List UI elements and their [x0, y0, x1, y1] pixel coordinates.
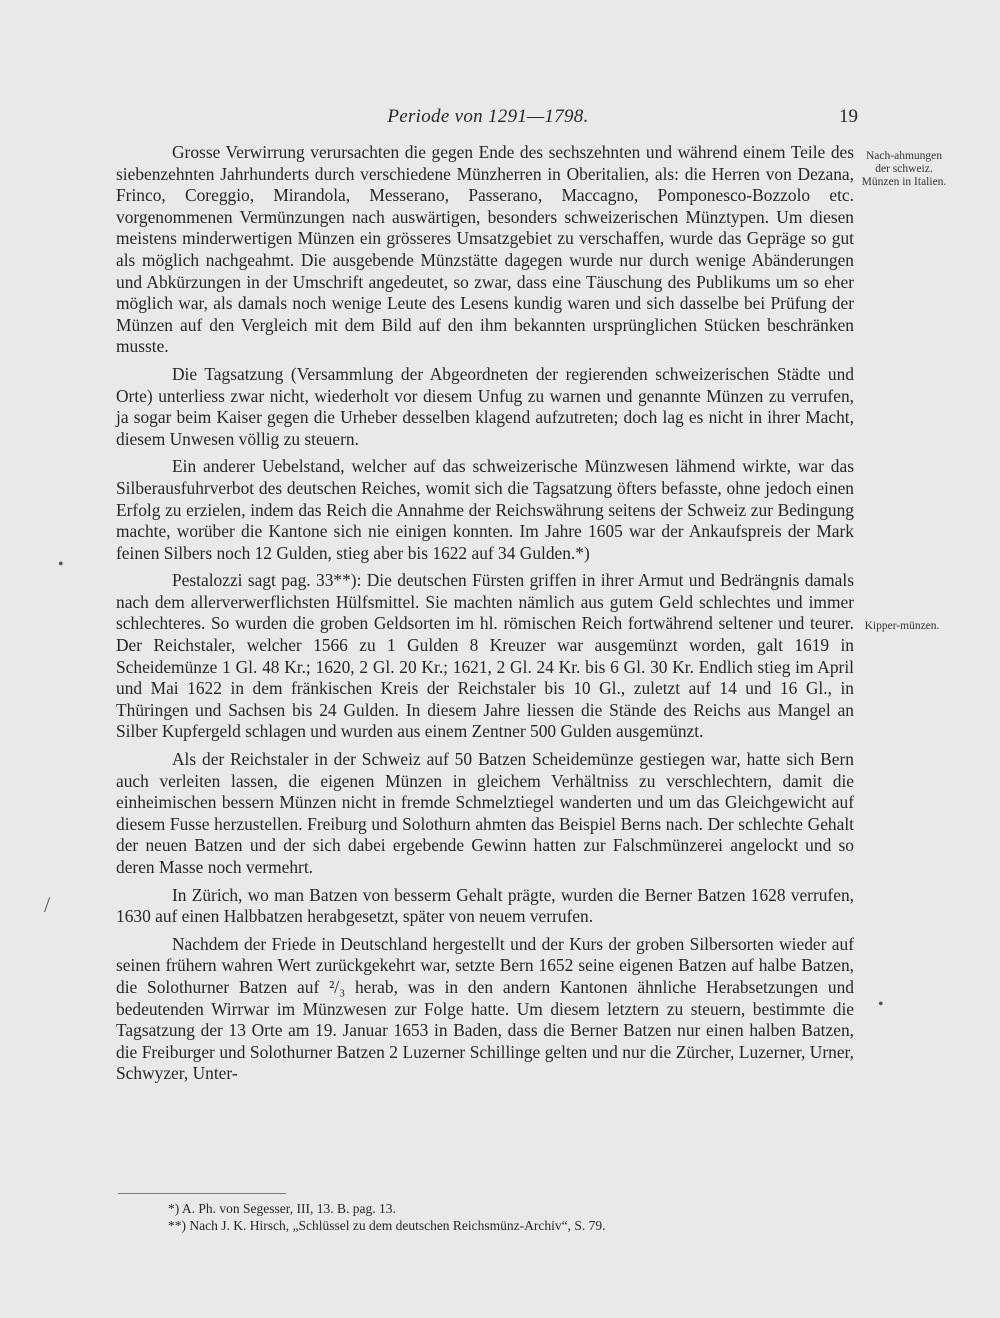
footnote-2: **) Nach J. K. Hirsch, „Schlüssel zu dem deutschen Reichsmünz-Archiv“, S. 79. — [168, 1218, 606, 1233]
paragraph-3: Ein anderer Uebelstand, welcher auf das schweizerische Münzwesen lähmend wirkte, war das Silberausfuhrverbot des deutschen Reiches, womit sich die Tagsatzung öfters befasste, ohne jedoch einen Erfolg zu erzielen, indem das Reich die Annahme der Reichswährung seitens der Schweiz zur Bedingung machte, worüber die Kantone sich nie einigen konnten. Im Jahre 1605 war der Ankaufspreis der Mark feinen Silbers noch 12 Gulden, stieg aber bis 1622 auf 34 Gulden.*) — [116, 456, 854, 563]
paragraph-4: Pestalozzi sagt pag. 33**): Die deutschen Fürsten griffen in ihrer Armut und Bedrängnis damals nach dem allerverwerflichsten Hülfsmittel. Sie machten nämlich aus gutem Geld schlechtes und immer schlechteres. So wurden die groben Geldsorten im hl. römischen Reich fortwährend seltener und teurer. Der Reichstaler, welcher 1566 zu 1 Gulden 8 Kreuzer war ausgemünzt worden, galt 1619 in Scheidemünze 1 Gl. 48 Kr.; 1620, 2 Gl. 20 Kr.; 1621, 2 Gl. 24 Kr. bis 6 Gl. 30 Kr. Endlich stieg im April und Mai 1622 in dem fränkischen Kreis der Reichstaler bis 10 Gl., zuletzt auf 14 und 16 Gl., in Thüringen und Sachsen bis 24 Gulden. In diesem Jahre liessen die Stände des Reichs aus Mangel an Silber Kupfergeld schlagen und wurden aus einem Zentner 500 Gulden ausgemünzt. — [116, 570, 854, 742]
margin-dot-mark: • — [58, 556, 64, 573]
footnote-rule — [118, 1193, 286, 1194]
paragraph-1: Grosse Verwirrung verursachten die gegen Ende des sechszehnten und während einem Teile des siebenzehnten Jahrhunderts durch verschiedene Münzherren in Oberitalien, als: die Herren von Dezana, Frinco, Coreggio, Mirandola, Messerano, Passerano, Maccagno, Pomponesco-Bozzolo etc. vorgenommenen Vermünzungen nach auswärtigen, besonders schweizerischen Münztypen. Um diesen meistens minderwertigen Münzen ein grösseres Umsatzgebiet zu verschaffen, wurde das Gepräge so gut als möglich nachgeahmt. Die ausgebende Münzstätte dagegen wurde nur durch wenige Abänderungen und Abkürzungen in der Umschrift angedeutet, so zwar, dass eine Täuschung des Publikums um so eher möglich war, als damals noch wenige Leute des Lesens kundig waren und sich dasselbe bei Prüfung der Münzen auf den Vergleich mit dem Bild auf den ihm bekannten ursprünglichen Stücken beschränken musste. — [116, 142, 854, 357]
paragraph-2: Die Tagsatzung (Versammlung der Abgeordneten der regierenden schweizerischen Städte und Orte) unterliess zwar nicht, wiederholt vor diesem Unfug zu warnen und genannte Münzen zu verrufen, ja sogar beim Kaiser gegen die Urheber desselben klagend aufzutreten; doch lag es nicht in ihrer Macht, diesem Unwesen völlig zu steuern. — [116, 363, 854, 449]
footnote-1: *) A. Ph. von Segesser, III, 13. B. pag. 13. — [168, 1201, 396, 1216]
running-title: Periode von 1291—1798. — [387, 106, 589, 127]
paragraph-7: Nachdem der Friede in Deutschland hergestellt und der Kurs der groben Silbersorten wieder auf seinen frühern wahren Wert zurückgekehrt war, setzte Bern 1652 seine eigenen Batzen auf halbe Batzen, die Solothurner Batzen auf ²/₃ herab, was in den andern Kantonen ähnliche Herabsetzungen und bedeutenden Wirrwar im Münzwesen zur Folge hatte. Um diesem letztern zu steuern, bestimmte die Tagsatzung der 13 Orte am 19. Januar 1653 in Baden, dass die Berner Batzen nur einen halben Batzen, die Freiburger und Solothurner Batzen 2 Luzerner Schillinge gelten und nur die Zürcher, Luzerner, Urner, Schwyzer, Unter- — [116, 933, 854, 1084]
running-header — [118, 106, 858, 134]
margin-dot-mark-right: • — [878, 996, 884, 1013]
margin-note-kippermuenzen: Kipper-münzen. — [864, 620, 940, 632]
margin-note-nachahmungen: Nach-ahmungen der schweiz. Münzen in Italien. — [861, 150, 947, 188]
page-number: 19 — [839, 106, 858, 127]
footnotes — [168, 1200, 768, 1234]
margin-pencil-mark: / — [44, 892, 51, 917]
paragraph-5: Als der Reichstaler in der Schweiz auf 50 Batzen Scheidemünze gestiegen war, hatte sich Bern auch verleiten lassen, die eigenen Münzen in gleichem Verhältniss zu verschlechtern, damit die einheimischen bessern Münzen nicht in fremde Schmelztiegel wanderten und um das Gleichgewicht auf diesem Fusse herzustellen. Freiburg und Solothurn ahmten das Beispiel Berns nach. Der schlechte Gehalt der neuen Batzen und der sich dabei ergebende Gewinn hatten zur Falschmünzerei angelockt und so deren Masse noch vermehrt. — [116, 749, 854, 877]
body-text — [116, 142, 854, 1091]
paragraph-6: In Zürich, wo man Batzen von besserm Gehalt prägte, wurden die Berner Batzen 1628 verrufen, 1630 auf einen Halbbatzen herabgesetzt, später von neuem verrufen. — [116, 884, 854, 927]
